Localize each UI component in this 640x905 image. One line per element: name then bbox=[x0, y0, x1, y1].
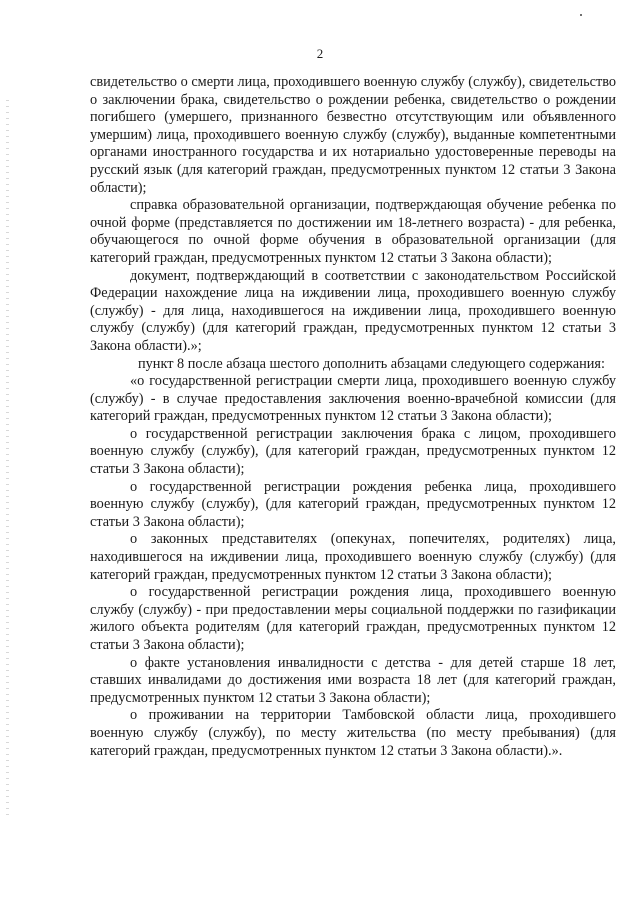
paragraph-amendment-point-8: пункт 8 после абзаца шестого дополнить абзацами следующего содержания: bbox=[138, 355, 605, 372]
paragraph-death-registration: «о государственной регистрации смерти лица, проходившего военную службу (службу) - в случае предоставления заключения военно-врачебной комиссии (для категорий граждан, предусмотренных пунктом 12 статьи 3 Закона области); bbox=[90, 373, 616, 425]
paragraph-education-certificate: справка образовательной организации, подтверждающая обучение ребенка по очной форме (представляется по достижении им 18-летнего возраста) - для ребенка, обучающегося по очной форме обучения в образовательной организации (для категорий граждан, предусмотренных пунктом 12 статьи 3 Закона области); bbox=[90, 197, 616, 266]
document-body bbox=[90, 74, 616, 760]
paragraph-child-birth-registration: о государственной регистрации рождения ребенка лица, проходившего военную службу (службу), (для категорий граждан, предусмотренных пунктом 12 статьи 3 Закона области); bbox=[90, 478, 616, 530]
paragraph-legal-representatives: о законных представителях (опекунах, попечителях, родителях) лица, находившегося на иждивении лица, проходившего военную службу (службу) (для категорий граждан, предусмотренных пунктом 12 статьи 3 Закона области); bbox=[90, 531, 616, 583]
scan-speck bbox=[580, 14, 582, 16]
paragraph-marriage-registration: о государственной регистрации заключения брака с лицом, проходившего военную службу (службу), (для категорий граждан, предусмотренных пунктом 12 статьи 3 Закона области); bbox=[90, 425, 616, 478]
paragraph-dependency-document: документ, подтверждающий в соответствии с законодательством Российской Федерации нахождение лица на иждивении лица, проходившего военную службу (службу) - для лица, находившегося на иждивении лица, проходившего военную службу (службу) (для категорий граждан, предусмотренных пунктом 12 статьи 3 Закона области).»; bbox=[90, 267, 616, 354]
page-number: 2 bbox=[316, 46, 324, 61]
paragraph-disability: о факте установления инвалидности с детства - для детей старше 18 лет, ставших инвалидами до достижения ими возраста 18 лет (для категорий граждан, предусмотренных пунктом 12 статьи 3 Закона области); bbox=[90, 654, 616, 706]
paragraph-death-certificate: свидетельство о смерти лица, проходившего военную службу (службу), свидетельство о заключении брака, свидетельство о рождении ребенка, свидетельство о рождении погибшего (умершего, признанного безвестно отсутствующим или объявленного умершим) лица, проходившего военную службу (службу), выданные компетентными органами иностранного государства и их нотариально удостоверенные переводы на русский язык (для категорий граждан, предусмотренных пунктом 12 статьи 3 Закона области); bbox=[90, 74, 616, 196]
scan-margin-marks bbox=[6, 100, 9, 820]
paragraph-birth-registration: о государственной регистрации рождения лица, проходившего военную службу (службу) - при предоставлении меры социальной поддержки по газификации жилого объекта родителям (для категорий граждан, предусмотренных пунктом 12 статьи 3 Закона области); bbox=[90, 584, 616, 653]
paragraph-residence: о проживании на территории Тамбовской области лица, проходившего военную службу (службу), по месту жительства (по месту пребывания) (для категорий граждан, предусмотренных пунктом 12 статьи 3 Закона области).». bbox=[90, 707, 616, 759]
